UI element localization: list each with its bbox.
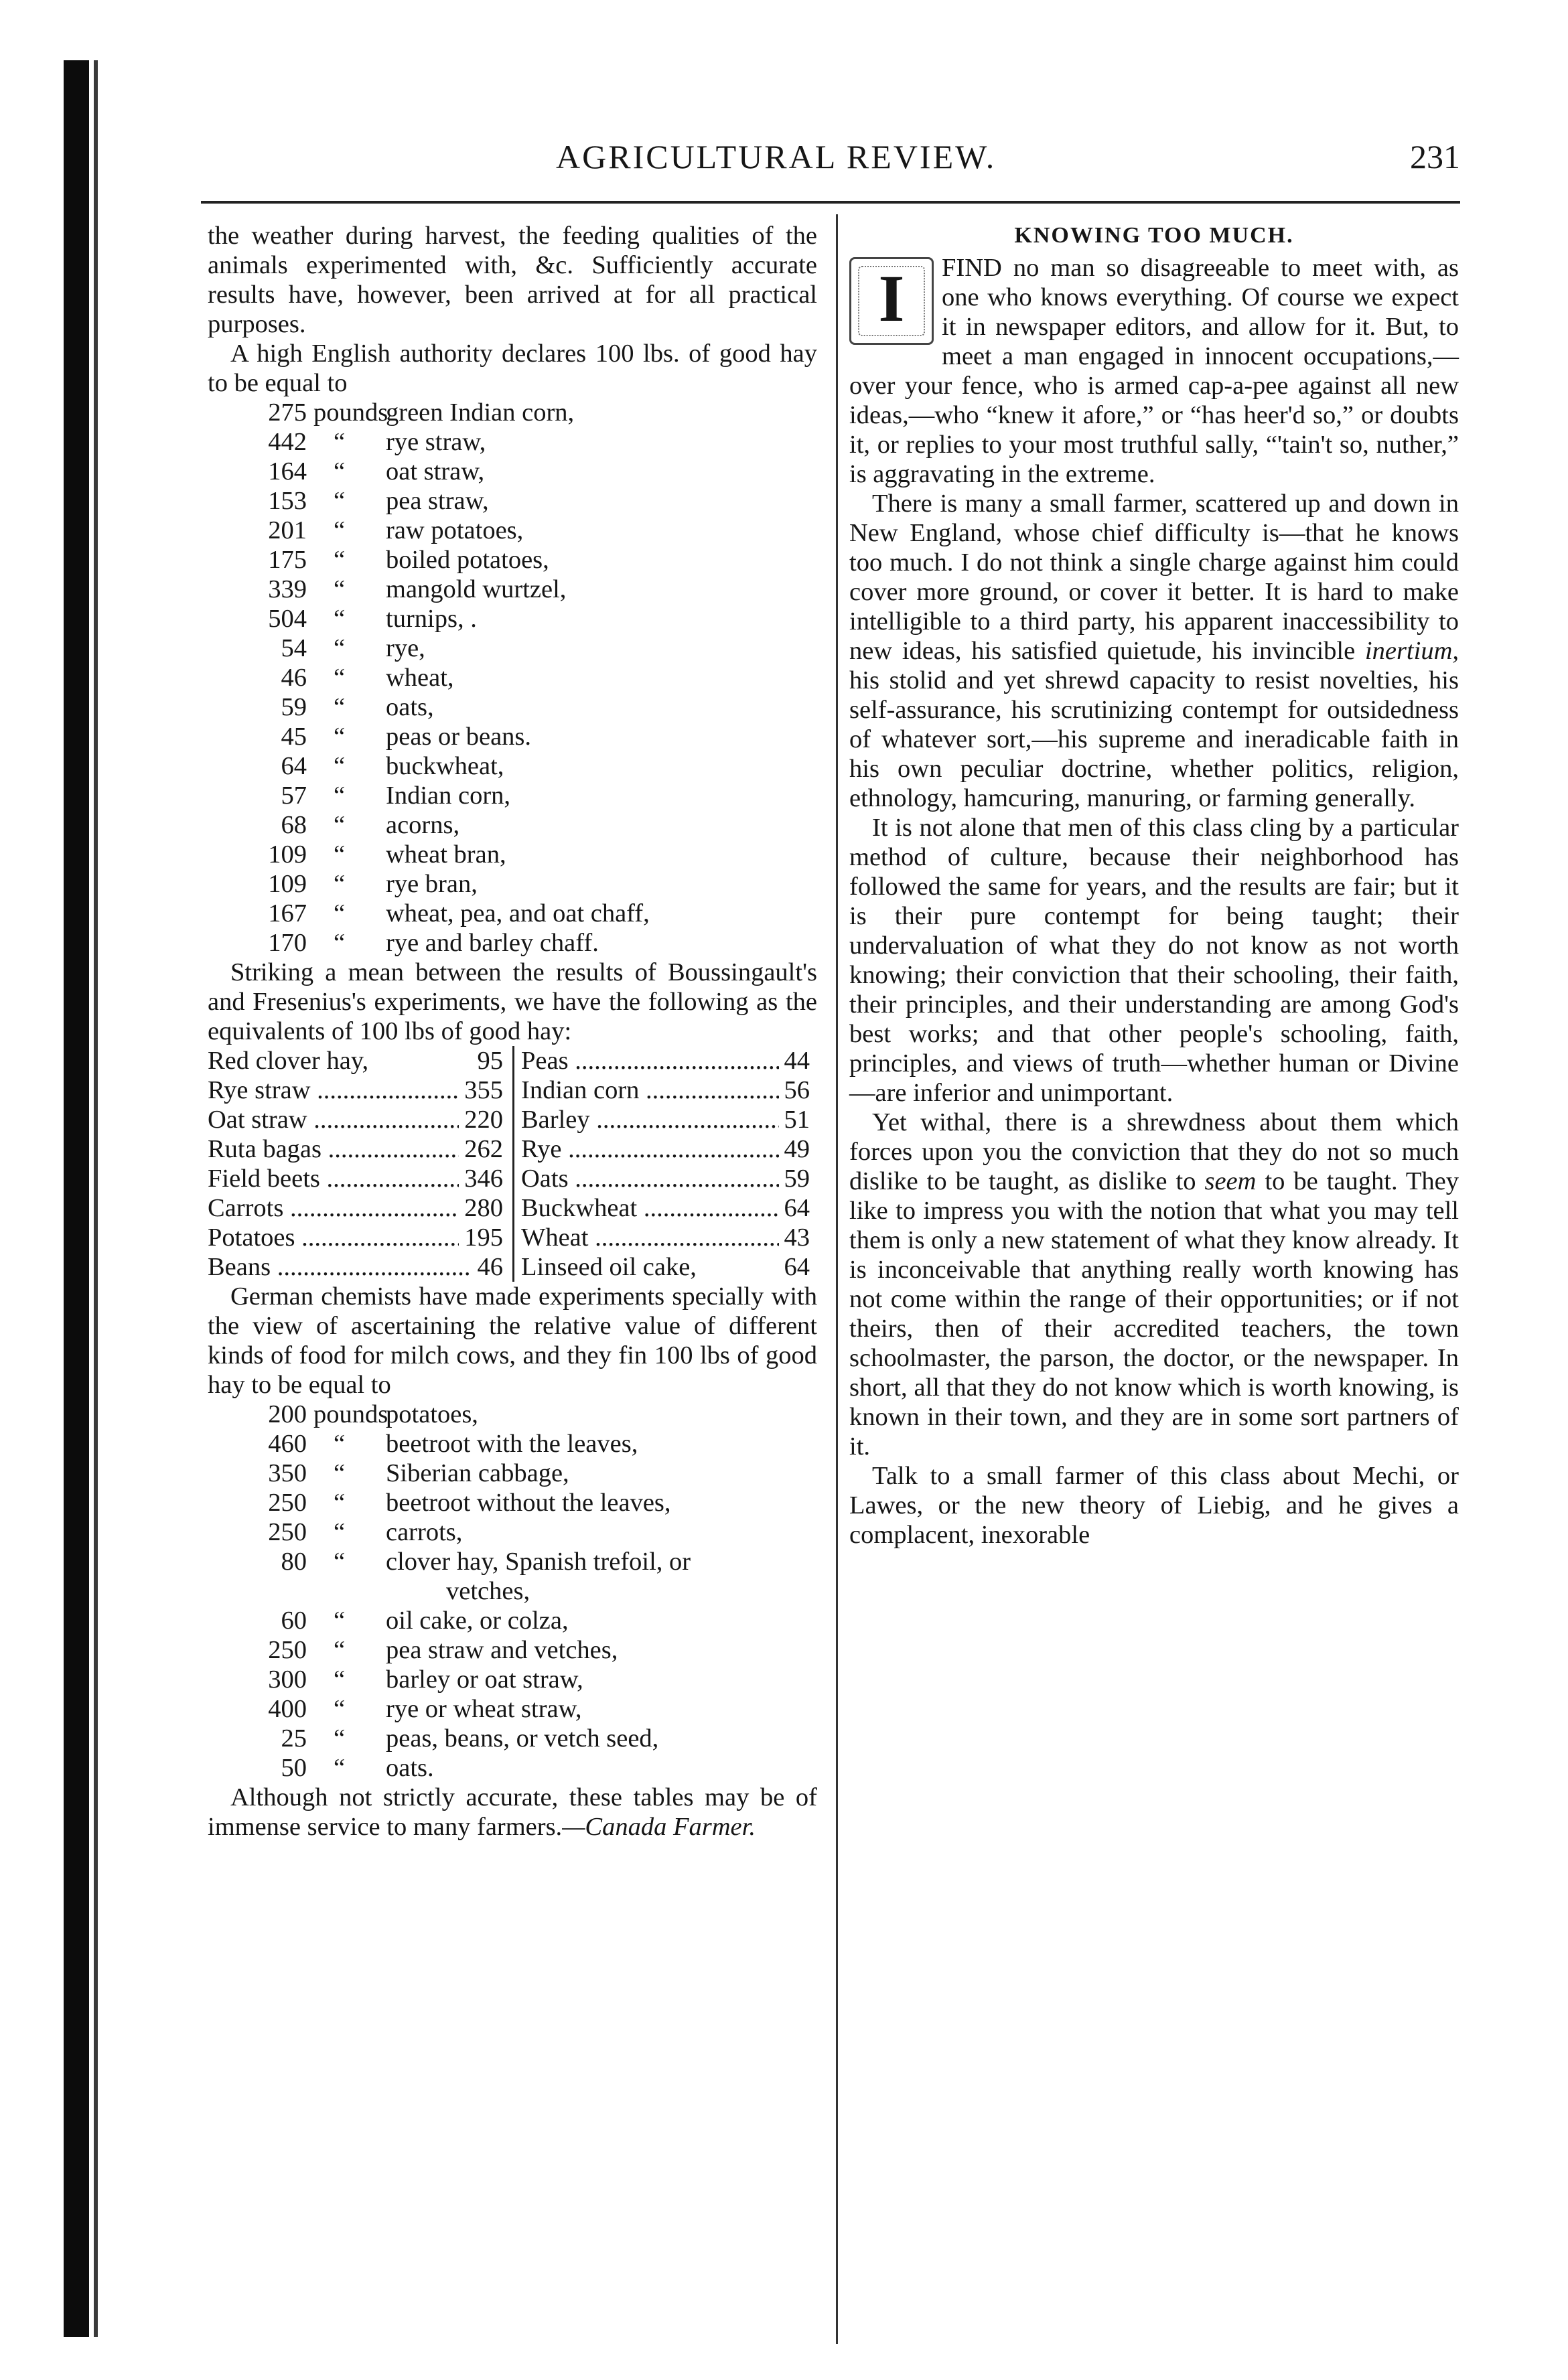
ditto-mark: “ bbox=[334, 899, 346, 927]
list-number: 460 bbox=[268, 1430, 307, 1458]
ditto-mark: “ bbox=[334, 811, 346, 839]
list-number: 109 bbox=[268, 870, 307, 898]
list-number: 300 bbox=[268, 1665, 307, 1694]
list-number: 175 bbox=[268, 546, 307, 574]
table-row bbox=[208, 1193, 512, 1223]
column-divider bbox=[836, 214, 838, 2344]
list-text: Indian corn, bbox=[386, 782, 511, 810]
list-item bbox=[208, 604, 817, 634]
ditto-mark: “ bbox=[334, 782, 346, 810]
feed-value: 195 bbox=[464, 1223, 503, 1252]
ditto-mark: “ bbox=[334, 605, 346, 633]
list-item bbox=[208, 398, 817, 427]
feed-name: Rye straw ..... bbox=[208, 1075, 459, 1105]
list-item bbox=[208, 692, 817, 722]
list-number: 201 bbox=[268, 516, 307, 544]
ditto-mark: “ bbox=[334, 664, 346, 692]
ditto-mark: “ bbox=[334, 693, 346, 721]
list-number: 400 bbox=[268, 1695, 307, 1723]
paragraph: Striking a mean between the results of Boussingault's and Fresenius's experiments, we have the following as the equivalents of 100 lbs of good hay: bbox=[208, 958, 817, 1045]
ditto-mark: “ bbox=[334, 1665, 346, 1694]
table-row bbox=[208, 1252, 512, 1282]
list-text: pea straw, bbox=[386, 487, 489, 515]
header-rule bbox=[201, 201, 1460, 204]
list-number: 80 bbox=[281, 1548, 307, 1576]
list-text: buckwheat, bbox=[386, 752, 504, 780]
list-item bbox=[208, 1459, 817, 1488]
ditto-mark: “ bbox=[334, 1636, 346, 1664]
feed-value: 56 bbox=[784, 1076, 810, 1104]
list-text: peas, beans, or vetch seed, bbox=[386, 1724, 659, 1753]
feed-name: Linseed oil cake, bbox=[521, 1253, 697, 1281]
list-unit: pounds bbox=[313, 1400, 388, 1428]
list-number: 275 bbox=[268, 398, 307, 427]
feed-name: Potatoes ..... bbox=[208, 1223, 459, 1252]
feed-value: 220 bbox=[464, 1106, 503, 1134]
source-credit: —Canada Farmer. bbox=[562, 1813, 756, 1841]
list-number: 250 bbox=[268, 1489, 307, 1517]
paragraph bbox=[849, 489, 1459, 813]
list-text: oat straw, bbox=[386, 457, 485, 486]
paragraph bbox=[849, 253, 1459, 489]
feed-value: 355 bbox=[464, 1076, 503, 1104]
table-row bbox=[521, 1223, 819, 1252]
list-text: rye and barley chaff. bbox=[386, 929, 599, 957]
list-text: acorns, bbox=[386, 811, 460, 839]
list-item bbox=[208, 1576, 817, 1606]
table-row bbox=[208, 1046, 512, 1075]
feed-name: Field beets ..... bbox=[208, 1164, 459, 1193]
feed-value: 262 bbox=[464, 1135, 503, 1163]
list-number: 46 bbox=[281, 664, 307, 692]
list-item bbox=[208, 1635, 817, 1665]
ditto-mark: “ bbox=[334, 575, 346, 603]
journal-title: AGRICULTURAL REVIEW. bbox=[556, 138, 997, 175]
list-item bbox=[208, 1724, 817, 1753]
feed-name: Beans ..... bbox=[208, 1252, 472, 1282]
list-item bbox=[208, 1547, 817, 1576]
ditto-mark: “ bbox=[334, 516, 346, 544]
paragraph-text: Although not strictly accurate, these tables may be of immense service to many farmers. bbox=[208, 1783, 817, 1841]
ditto-mark: “ bbox=[334, 752, 346, 780]
list-number bbox=[208, 1576, 313, 1606]
list-text: Siberian cabbage, bbox=[386, 1459, 569, 1487]
list-item bbox=[208, 545, 817, 575]
feed-value: 44 bbox=[784, 1047, 810, 1075]
list-item bbox=[208, 722, 817, 751]
ditto-mark bbox=[313, 1576, 386, 1606]
list-item bbox=[208, 810, 817, 840]
list-number: 170 bbox=[268, 929, 307, 957]
list-number: 153 bbox=[268, 487, 307, 515]
list-text: carrots, bbox=[386, 1518, 463, 1546]
list-number: 167 bbox=[268, 899, 307, 927]
list-number: 57 bbox=[281, 782, 307, 810]
ditto-mark: “ bbox=[334, 546, 346, 574]
list-text: boiled potatoes, bbox=[386, 546, 549, 574]
list-text: green Indian corn, bbox=[386, 398, 575, 427]
list-item bbox=[208, 840, 817, 869]
right-column bbox=[849, 221, 1459, 1550]
feed-name: Oats ..... bbox=[521, 1164, 779, 1193]
feed-value: 59 bbox=[784, 1165, 810, 1193]
drop-cap-ornament: I bbox=[849, 257, 934, 345]
table-row bbox=[208, 1164, 512, 1193]
italic-term: seem bbox=[1204, 1167, 1257, 1195]
list-number: 50 bbox=[281, 1754, 307, 1782]
list-text: turnips, . bbox=[386, 605, 477, 633]
feed-name: Ruta bagas ..... bbox=[208, 1134, 459, 1164]
list-text: raw potatoes, bbox=[386, 516, 524, 544]
table-row bbox=[208, 1223, 512, 1252]
list-item bbox=[208, 427, 817, 457]
list-item bbox=[208, 516, 817, 545]
article-heading: KNOWING TOO MUCH. bbox=[1014, 223, 1294, 248]
ditto-mark: “ bbox=[334, 929, 346, 957]
list-text: peas or beans. bbox=[386, 723, 532, 751]
feed-value: 51 bbox=[784, 1106, 810, 1134]
paragraph-text: There is many a small farmer, scattered up and down in New England, whose chief difficulty is—that he knows too much. I do not think a single charge against him could cover more ground, or cover it better. It is hard to make intelligible to a third party, his apparent inaccessibility to new ideas, his satisfied quietude, his invincible bbox=[849, 490, 1459, 665]
list-item bbox=[208, 1665, 817, 1694]
list-text: oil cake, or colza, bbox=[386, 1607, 569, 1635]
ditto-mark: “ bbox=[334, 723, 346, 751]
list-number: 250 bbox=[268, 1518, 307, 1546]
paragraph-text: Yet withal, there is a shrewdness about them which forces upon you the conviction that they do not so much dislike to be taught, as dislike to bbox=[849, 1108, 1459, 1195]
table-row bbox=[521, 1075, 819, 1105]
ditto-mark: “ bbox=[334, 1607, 346, 1635]
feed-name: Rye ..... bbox=[521, 1134, 779, 1164]
table-row bbox=[208, 1134, 512, 1164]
list-item bbox=[208, 1753, 817, 1783]
list-text: pea straw and vetches, bbox=[386, 1636, 618, 1664]
ditto-mark: “ bbox=[334, 428, 346, 456]
binding-edge bbox=[64, 60, 89, 2337]
feed-value: 43 bbox=[784, 1223, 810, 1252]
ditto-mark: “ bbox=[334, 1459, 346, 1487]
feed-name: Wheat ..... bbox=[521, 1223, 779, 1252]
table-row bbox=[521, 1134, 819, 1164]
hay-equivalents-list bbox=[208, 398, 817, 958]
list-text: mangold wurtzel, bbox=[386, 575, 567, 603]
list-number: 60 bbox=[281, 1607, 307, 1635]
paragraph-text: to be taught. They like to impress you with the notion that what you may tell them is only a new statement of what they know already. It is inconceivable that anything really worth knowing has not come within the range of their opportunities; or if not theirs, then of their accredited teachers, the town schoolmaster, the parson, the doctor, or the newspaper. In short, all that they do not know which is worth knowing, is known in their town, and they are in some sort partners of it. bbox=[849, 1167, 1459, 1461]
table-row bbox=[521, 1105, 819, 1134]
paragraph: Talk to a small farmer of this class about Mechi, or Lawes, or the new theory of Liebig, and he gives a complacent, inexorable bbox=[849, 1462, 1459, 1549]
feed-value: 346 bbox=[464, 1165, 503, 1193]
feed-value: 95 bbox=[477, 1047, 503, 1075]
list-item bbox=[208, 486, 817, 516]
ditto-mark: “ bbox=[334, 487, 346, 515]
list-number: 339 bbox=[268, 575, 307, 603]
feed-name: Red clover hay, bbox=[208, 1047, 369, 1075]
list-text: wheat bran, bbox=[386, 840, 506, 869]
list-number: 442 bbox=[268, 428, 307, 456]
paragraph bbox=[849, 1108, 1459, 1461]
paragraph-text: his stolid and yet shrewd capacity to resist novelties, his self-assurance, his scrutinizing contempt for outsidedness of whatever sort,—his supreme and ineradicable faith in his own peculiar doctrine, whether politics, religion, ethnology, hamcuring, manuring, or farming generally. bbox=[849, 666, 1459, 812]
feed-value: 64 bbox=[784, 1253, 810, 1281]
ditto-mark: “ bbox=[334, 1518, 346, 1546]
table-row bbox=[521, 1193, 819, 1223]
table-row bbox=[521, 1164, 819, 1193]
paragraph: A high English authority declares 100 lbs. of good hay to be equal to bbox=[208, 340, 817, 397]
paragraph: German chemists have made experiments specially with the view of ascertaining the relative value of different kinds of food for milch cows, and they fin 100 lbs of good hay to be equal to bbox=[208, 1282, 817, 1399]
table-row bbox=[521, 1252, 819, 1282]
feed-name: Peas ..... bbox=[521, 1046, 779, 1075]
feed-name: Barley ..... bbox=[521, 1105, 779, 1134]
list-number: 59 bbox=[281, 693, 307, 721]
list-text: potatoes, bbox=[386, 1400, 478, 1428]
ditto-mark: “ bbox=[334, 1695, 346, 1723]
list-number: 504 bbox=[268, 605, 307, 633]
feed-value: 280 bbox=[464, 1194, 503, 1222]
list-text: oats. bbox=[386, 1754, 434, 1782]
list-item bbox=[208, 781, 817, 810]
feed-value: 46 bbox=[477, 1253, 503, 1281]
list-number: 200 bbox=[268, 1400, 307, 1428]
paragraph-text: FIND no man so disagreeable to meet with, as one who knows everything. Of course we expect it in newspaper editors, and allow for it. But, to meet a man engaged in innocent occupations,—over your fence, who is armed cap-a-pee against all new ideas,—who “knew it afore,” or “has heer'd so,” or doubts it, or replies to your most truthful sally, “'tain't so, nuther,” is aggravating in the extreme. bbox=[849, 254, 1459, 488]
feed-name: Buckwheat ..... bbox=[521, 1193, 779, 1223]
feed-value: 64 bbox=[784, 1194, 810, 1222]
list-number: 25 bbox=[281, 1724, 307, 1753]
list-text: beetroot without the leaves, bbox=[386, 1489, 671, 1517]
ditto-mark: “ bbox=[334, 1724, 346, 1753]
list-number: 68 bbox=[281, 811, 307, 839]
list-item bbox=[208, 634, 817, 663]
feed-name: Oat straw ..... bbox=[208, 1105, 459, 1134]
list-item bbox=[208, 928, 817, 958]
list-number: 45 bbox=[281, 723, 307, 751]
list-item bbox=[208, 1429, 817, 1459]
feed-value: 49 bbox=[784, 1135, 810, 1163]
paragraph bbox=[208, 1783, 817, 1842]
ditto-mark: “ bbox=[334, 1430, 346, 1458]
list-item bbox=[208, 1694, 817, 1724]
list-text: rye bran, bbox=[386, 870, 478, 898]
feed-name: Indian corn ..... bbox=[521, 1075, 779, 1105]
list-number: 250 bbox=[268, 1636, 307, 1664]
table-row bbox=[208, 1105, 512, 1134]
running-header bbox=[201, 137, 1460, 198]
binding-edge-shadow bbox=[94, 60, 98, 2337]
list-item bbox=[208, 663, 817, 692]
ditto-mark: “ bbox=[334, 840, 346, 869]
ditto-mark: “ bbox=[334, 1489, 346, 1517]
list-text: oats, bbox=[386, 693, 434, 721]
list-item bbox=[208, 751, 817, 781]
milch-cow-equivalents-list bbox=[208, 1400, 817, 1783]
list-unit: pounds bbox=[313, 398, 388, 427]
list-item bbox=[208, 1488, 817, 1517]
list-text: rye or wheat straw, bbox=[386, 1695, 582, 1723]
list-number: 109 bbox=[268, 840, 307, 869]
list-text: rye, bbox=[386, 634, 425, 662]
equivalents-table bbox=[208, 1046, 817, 1282]
ditto-mark: “ bbox=[334, 1548, 346, 1576]
ditto-mark: “ bbox=[334, 870, 346, 898]
list-text: barley or oat straw, bbox=[386, 1665, 583, 1694]
equivalents-column-right bbox=[512, 1046, 819, 1282]
table-row bbox=[208, 1075, 512, 1105]
list-item bbox=[208, 1400, 817, 1429]
list-text: wheat, bbox=[386, 664, 454, 692]
ditto-mark: “ bbox=[334, 634, 346, 662]
list-item bbox=[208, 575, 817, 604]
list-item bbox=[208, 1517, 817, 1547]
list-number: 164 bbox=[268, 457, 307, 486]
list-item bbox=[208, 899, 817, 928]
list-number: 64 bbox=[281, 752, 307, 780]
list-item bbox=[208, 1606, 817, 1635]
page-number: 231 bbox=[1410, 138, 1460, 175]
feed-name: Carrots ..... bbox=[208, 1193, 459, 1223]
list-item bbox=[208, 457, 817, 486]
paragraph: It is not alone that men of this class cling by a particular method of culture, because their neighborhood has followed the same for years, and the results are fair; but it is their pure contempt for being taught; their undervaluation of what they do not know as not worth knowing; their conviction that their schooling, their faith, their principles, and their understanding are among God's best works; and that other people's schooling, faith, principles, and views of truth—whether human or Divine—are inferior and unimportant. bbox=[849, 814, 1459, 1107]
left-column bbox=[208, 221, 817, 1842]
list-text: wheat, pea, and oat chaff, bbox=[386, 899, 650, 927]
ditto-mark: “ bbox=[334, 1754, 346, 1782]
list-number: 54 bbox=[281, 634, 307, 662]
list-text: clover hay, Spanish trefoil, or bbox=[386, 1548, 691, 1576]
list-number: 350 bbox=[268, 1459, 307, 1487]
list-text: rye straw, bbox=[386, 428, 486, 456]
list-item bbox=[208, 869, 817, 899]
ditto-mark: “ bbox=[334, 457, 346, 486]
italic-term: inertium, bbox=[1364, 637, 1459, 665]
equivalents-column-left bbox=[208, 1046, 512, 1282]
list-text: vetches, bbox=[446, 1577, 530, 1605]
list-text: beetroot with the leaves, bbox=[386, 1430, 638, 1458]
paragraph: the weather during harvest, the feeding qualities of the animals experimented with, &c. Sufficiently accurate results have, however, been arrived at for all practical purposes. bbox=[208, 222, 817, 338]
table-row bbox=[521, 1046, 819, 1075]
